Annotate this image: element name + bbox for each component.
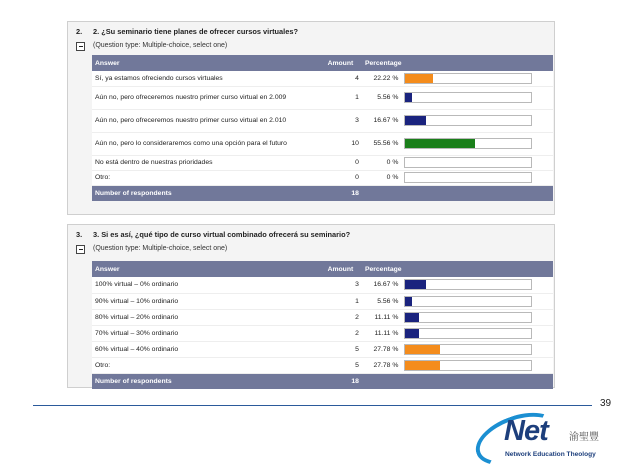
percentage-bar	[404, 328, 532, 339]
percentage-bar-fill	[405, 139, 475, 148]
answer-percentage: 5.56 %	[362, 86, 401, 109]
answer-amount: 3	[325, 109, 362, 132]
question-subheader	[68, 242, 554, 257]
results-table	[92, 261, 553, 389]
percentage-bar	[404, 279, 532, 290]
percentage-bar	[404, 172, 532, 183]
table-row	[92, 309, 553, 325]
percentage-bar-fill	[405, 297, 412, 306]
footer-rule	[33, 405, 592, 406]
answer-text: 70% virtual – 30% ordinario	[92, 325, 325, 341]
table-row	[92, 341, 553, 357]
respondents-row	[92, 373, 553, 389]
question-2-panel	[67, 21, 555, 215]
amount-column-header: Amount	[325, 261, 362, 277]
percentage-bar	[404, 73, 532, 84]
answer-percentage: 0 %	[362, 155, 401, 170]
answer-amount: 0	[325, 155, 362, 170]
answer-percentage: 27.78 %	[362, 357, 401, 373]
respondents-label: Number of respondents	[92, 373, 325, 389]
answer-percentage: 11.11 %	[362, 325, 401, 341]
percentage-bar-fill	[405, 313, 419, 322]
percentage-bar-fill	[405, 93, 412, 102]
percentage-bar-fill	[405, 280, 426, 289]
table-row	[92, 293, 553, 309]
question-title: 3. Si es así, ¿qué tipo de curso virtual combinado ofrecerá su seminario?	[93, 230, 351, 239]
answer-text: Aún no, pero ofreceremos nuestro primer curso virtual en 2.009	[92, 86, 325, 109]
table-row	[92, 71, 553, 86]
answer-amount: 2	[325, 325, 362, 341]
percentage-bar-fill	[405, 361, 440, 370]
logo-cjk-text: 渝聖豐	[569, 432, 599, 443]
results-table	[92, 55, 553, 201]
answer-amount: 2	[325, 309, 362, 325]
percentage-bar-fill	[405, 329, 419, 338]
table-row	[92, 109, 553, 132]
answer-amount: 3	[325, 277, 362, 293]
percentage-bar	[404, 312, 532, 323]
question-type: (Question type: Multiple-choice, select one)	[93, 42, 228, 49]
percentage-bar	[404, 157, 532, 168]
answer-column-header: Answer	[92, 261, 325, 277]
question-type: (Question type: Multiple-choice, select one)	[93, 245, 228, 252]
answer-amount: 5	[325, 341, 362, 357]
collapse-icon[interactable]	[76, 42, 85, 51]
respondents-row	[92, 185, 553, 201]
answer-percentage: 27.78 %	[362, 341, 401, 357]
answer-percentage: 16.67 %	[362, 277, 401, 293]
percentage-bar	[404, 92, 532, 103]
collapse-icon[interactable]	[76, 245, 85, 254]
answer-text: Aún no, pero ofreceremos nuestro primer curso virtual en 2.010	[92, 109, 325, 132]
question-number: 2.	[76, 27, 83, 36]
answer-amount: 5	[325, 357, 362, 373]
answer-text: Otro:	[92, 170, 325, 185]
answer-percentage: 11.11 %	[362, 309, 401, 325]
percentage-bar	[404, 360, 532, 371]
percentage-bar	[404, 138, 532, 149]
percentage-bar	[404, 115, 532, 126]
answer-column-header: Answer	[92, 55, 325, 71]
respondents-count: 18	[325, 185, 362, 201]
answer-text: 90% virtual – 10% ordinario	[92, 293, 325, 309]
percentage-bar	[404, 296, 532, 307]
table-row	[92, 170, 553, 185]
question-subheader	[68, 39, 554, 54]
answer-percentage: 16.67 %	[362, 109, 401, 132]
answer-text: Sí, ya estamos ofreciendo cursos virtuales	[92, 71, 325, 86]
percentage-bar-fill	[405, 74, 433, 83]
question-title: 2. ¿Su seminario tiene planes de ofrecer cursos virtuales?	[93, 27, 298, 36]
answer-text: 60% virtual – 40% ordinario	[92, 341, 325, 357]
answer-amount: 0	[325, 170, 362, 185]
question-header	[68, 225, 554, 242]
page-number: 39	[600, 398, 612, 409]
table-row	[92, 277, 553, 293]
answer-amount: 1	[325, 86, 362, 109]
logo-tagline: Network Education Theology	[505, 451, 596, 458]
table-header-row	[92, 55, 553, 71]
answer-text: Otro:	[92, 357, 325, 373]
table-row	[92, 325, 553, 341]
logo-word: Net	[504, 415, 548, 447]
answer-text: 80% virtual – 20% ordinario	[92, 309, 325, 325]
table-row	[92, 357, 553, 373]
answer-percentage: 55.56 %	[362, 132, 401, 155]
question-header	[68, 22, 554, 39]
respondents-count: 18	[325, 373, 362, 389]
percentage-bar-fill	[405, 345, 440, 354]
respondents-label: Number of respondents	[92, 185, 325, 201]
answer-text: 100% virtual – 0% ordinario	[92, 277, 325, 293]
percentage-column-header: Percentage	[362, 261, 553, 277]
answer-amount: 1	[325, 293, 362, 309]
table-header-row	[92, 261, 553, 277]
percentage-bar-fill	[405, 116, 426, 125]
answer-text: No está dentro de nuestras prioridades	[92, 155, 325, 170]
table-row	[92, 86, 553, 109]
net-logo	[470, 412, 620, 464]
amount-column-header: Amount	[325, 55, 362, 71]
question-3-panel	[67, 224, 555, 388]
answer-text: Aún no, pero lo consideraremos como una opción para el futuro	[92, 132, 325, 155]
percentage-bar	[404, 344, 532, 355]
answer-amount: 10	[325, 132, 362, 155]
answer-percentage: 5.56 %	[362, 293, 401, 309]
question-number: 3.	[76, 230, 83, 239]
percentage-column-header: Percentage	[362, 55, 553, 71]
table-row	[92, 155, 553, 170]
answer-percentage: 0 %	[362, 170, 401, 185]
table-row	[92, 132, 553, 155]
answer-percentage: 22.22 %	[362, 71, 401, 86]
answer-amount: 4	[325, 71, 362, 86]
